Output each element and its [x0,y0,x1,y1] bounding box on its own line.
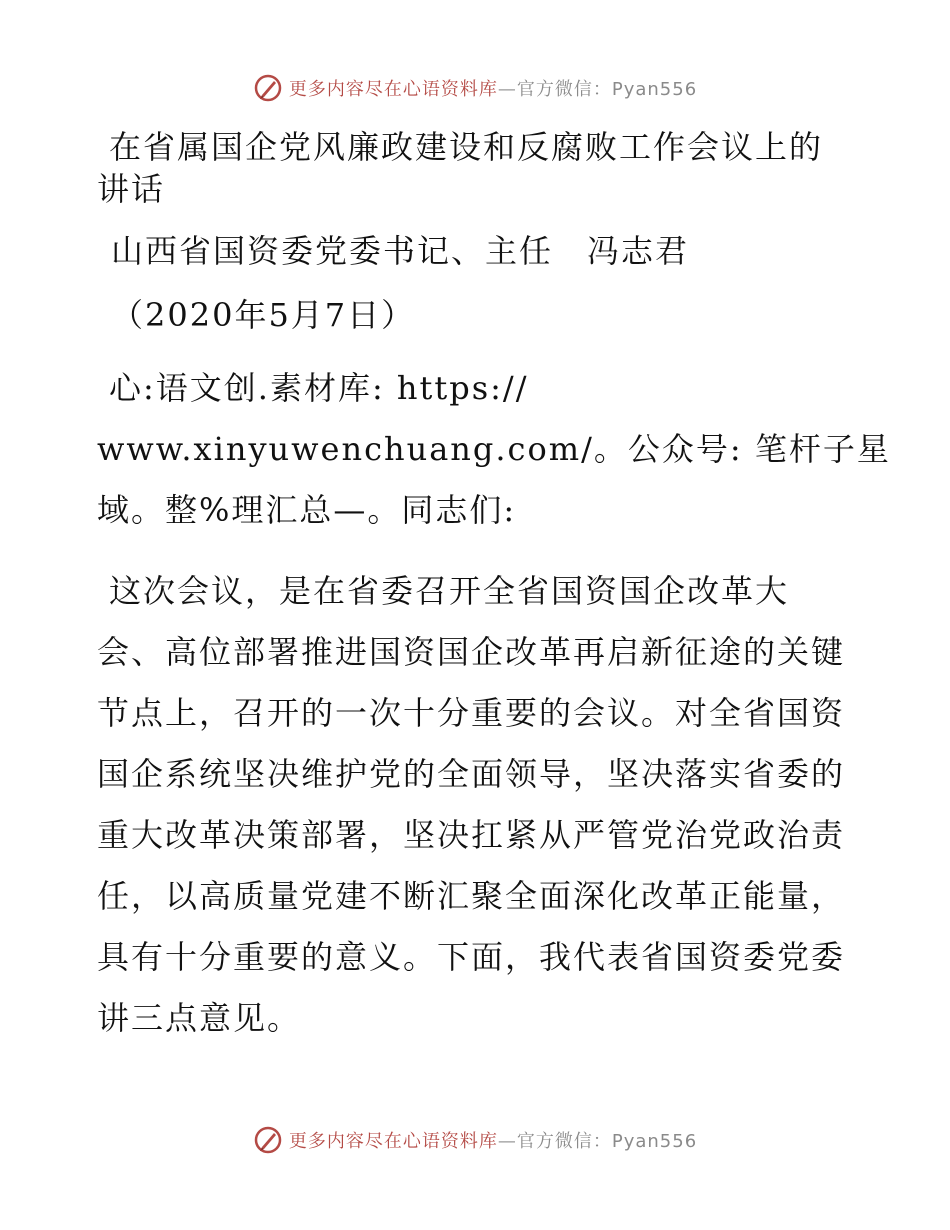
document-title [97,126,857,210]
watermark-separator: — [497,1131,517,1152]
watermark-wechat-text: 官方微信：Pyan556 [516,79,698,100]
watermark-main-text: 更多内容尽在心语资料库 [288,79,498,100]
source-paragraph [97,358,891,541]
author-line: 山西省国资委党委书记、主任 冯志君 [111,232,690,270]
paragraph-line: 具有十分重要的意义。下面，我代表省国资委党委 [97,938,846,976]
title-line: 在省属国企党风廉政建设和反腐败工作会议上的 [109,128,824,166]
speech-paragraph [97,561,857,1049]
paragraph-line: www.xinyuwenchuang.com/。公众号: 笔杆子星 [97,430,891,468]
pen-logo-icon [253,1125,283,1155]
pen-logo-icon [253,73,283,103]
watermark-header [0,73,950,103]
paragraph-line: 心:语文创.素材库: https:// [109,369,529,407]
watermark-separator: — [497,79,517,100]
date-line: （2020年5月7日） [111,296,416,334]
watermark-wechat-text: 官方微信：Pyan556 [516,1131,698,1152]
paragraph-line: 节点上，召开的一次十分重要的会议。对全省国资 [97,694,846,732]
paragraph-line: 讲三点意见。 [97,999,302,1037]
paragraph-line: 域。整%理汇总—。同志们: [97,491,517,529]
document-body [97,126,891,1049]
paragraph-line: 重大改革决策部署，坚决扛紧从严管党治党政治责 [97,816,846,854]
paragraph-line: 会、高位部署推进国资国企改革再启新征途的关键 [97,633,846,671]
watermark-footer [0,1125,950,1155]
title-line: 讲话 [97,170,166,208]
paragraph-line: 国企系统坚决维护党的全面领导，坚决落实省委的 [97,755,846,793]
watermark-main-text: 更多内容尽在心语资料库 [288,1131,498,1152]
paragraph-line: 这次会议，是在省委召开全省国资国企改革大 [109,572,790,610]
paragraph-line: 任，以高质量党建不断汇聚全面深化改革正能量， [97,877,846,915]
